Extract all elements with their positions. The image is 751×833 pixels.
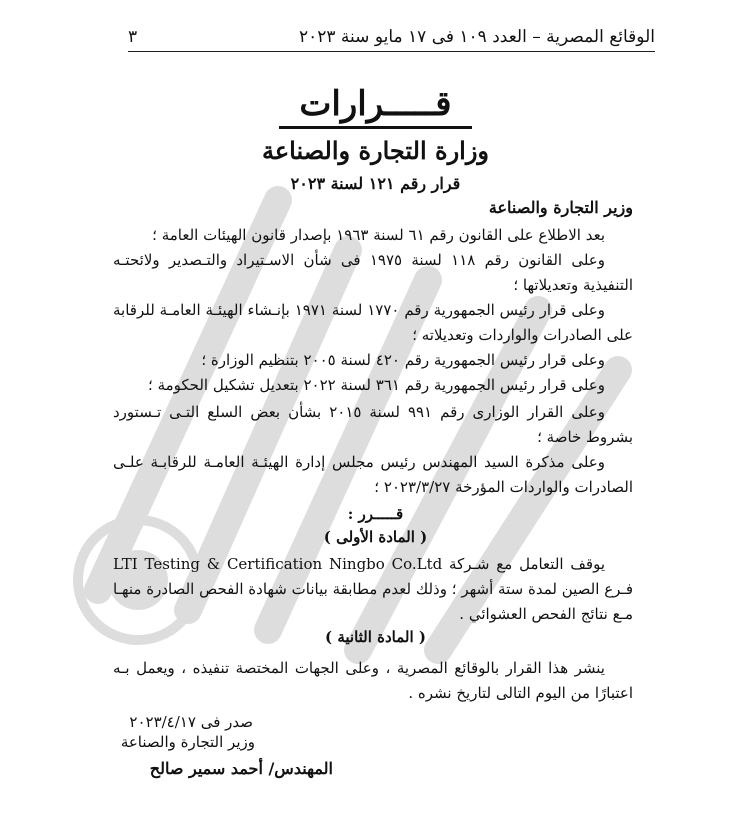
preamble-item: وعلى قرار رئيس الجمهورية رقم ١٧٧٠ لسنة ١٩٧١ بإنـشاء الهيئـة العامـة للرقابة على الصادرات والواردات وتعديلاته ؛ <box>113 301 633 344</box>
decides-label: قـــــرر : <box>347 505 404 523</box>
signature-name: المهندس/ أحمد سمير صالح <box>149 759 333 778</box>
article1-text: يوقف التعامل مع شـركة LTI Testing & Certification Ningbo Co.Ltd فـرع الصين لمدة ستة أشهر ؛ وذلك لعدم مطابقة بيانات شهادة الفحص الصادرة منهـا مـع نتائج الفحص العشوائي . <box>113 555 633 623</box>
minister-heading: وزير التجارة والصناعة <box>488 198 633 217</box>
preamble-item: وعلى قرار رئيس الجمهورية رقم ٤٢٠ لسنة ٢٠٠٥ بتنظيم الوزارة ؛ <box>201 351 605 369</box>
page-header <box>128 24 655 50</box>
issued-date: صدر فى ٢٠٢٣/٤/١٧ <box>129 713 253 731</box>
preamble-item: وعلى قرار رئيس الجمهورية رقم ٣٦١ لسنة ٢٠٢٢ بتعديل تشكيل الحكومة ؛ <box>148 376 605 394</box>
header-publication: الوقائع المصرية – العدد ١٠٩ فى ١٧ مايو سنة ٢٠٢٣ <box>299 27 655 47</box>
header-page-number: ٣ <box>128 27 138 47</box>
header-rule <box>128 51 655 52</box>
preamble-item: بعد الاطلاع على القانون رقم ٦١ لسنة ١٩٦٣ بإصدار قانون الهيئات العامة ؛ <box>152 226 605 244</box>
page-title: قـــــرارات <box>0 84 751 129</box>
preamble-item: وعلى مذكرة السيد المهندس رئيس مجلس إدارة الهيئـة العامـة للرقابـة علـى الصادرات والواردات المؤرخة ٢٠٢٣/٣/٢٧ ؛ <box>113 453 633 496</box>
ministry-heading: وزارة التجارة والصناعة <box>261 136 490 165</box>
signature-title: وزير التجارة والصناعة <box>120 733 255 751</box>
article2-label: ( المادة الثانية ) <box>325 628 426 646</box>
article1-label: ( المادة الأولى ) <box>323 528 428 546</box>
preamble-item: وعلى القانون رقم ١١٨ لسنة ١٩٧٥ فى شأن الاسـتيراد والتـصدير ولائحتـه التنفيذية وتعديلاتها ؛ <box>113 251 633 294</box>
decree-number: قرار رقم ١٢١ لسنة ٢٠٢٣ <box>290 174 461 193</box>
preamble-item: وعلى القرار الوزارى رقم ٩٩١ لسنة ٢٠١٥ بشأن بعض السلع التـى تـستورد بشروط خاصة ؛ <box>113 403 633 446</box>
article2-text: ينشر هذا القرار بالوقائع المصرية ، وعلى الجهات المختصة تنفيذه ، ويعمل بـه اعتبارًا من اليوم التالى لتاريخ نشره . <box>113 659 633 702</box>
